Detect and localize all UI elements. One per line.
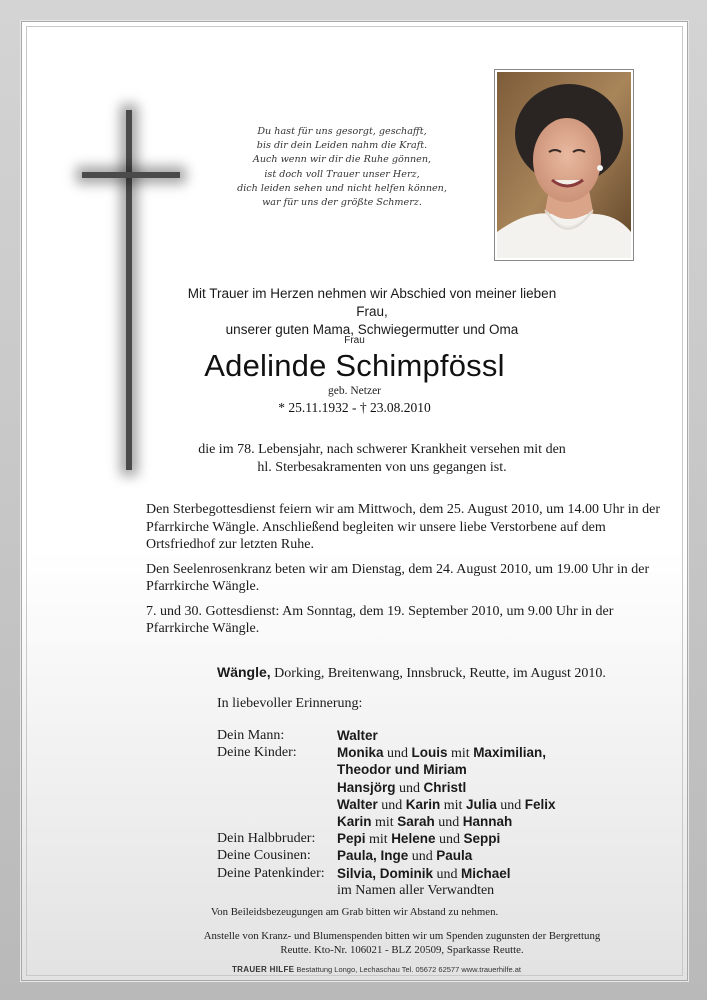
family-name: Paula: [436, 848, 473, 864]
family-name: Silvia, Dominik: [337, 865, 434, 881]
condolence-note: Von Beileidsbezeugungen am Grab bitten wir Abstand zu nehmen.: [210, 906, 499, 918]
intro-text: [172, 285, 572, 339]
obituary-sheet: [21, 21, 688, 981]
cousins-names: [337, 848, 657, 865]
connector-text: und: [435, 832, 464, 848]
connector-text: und: [496, 797, 525, 813]
family-name: Theodor und Miriam: [337, 762, 467, 778]
family-line: [337, 780, 657, 797]
poem-line: Du hast für uns gesorgt, geschafft,: [257, 126, 427, 137]
connector-text: und: [434, 815, 463, 831]
poem-line: Auch wenn wir dir die Ruhe gönnen,: [252, 154, 432, 166]
poem-line: war für uns der größte Schmerz.: [262, 197, 422, 209]
connector-text: mit: [440, 797, 466, 813]
place-date-line: [217, 664, 647, 682]
family-row-godchildren: [217, 866, 657, 883]
age-line: die im 78. Lebensjahr, nach schwerer Krankheit versehen mit den: [198, 442, 566, 457]
connector-text: und: [395, 780, 424, 796]
intro-line: unserer guten Mama, Schwiegermutter und Oma: [225, 322, 519, 337]
funeral-service-text: Den Sterbegottesdienst feiern wir am Mittwoch, dem 25. August 2010, um 14.00 Uhr in der Pfarrkirche Wängle. Anschließend begleiten wir unsere liebe Verstorbene auf dem Ortsfriedhof zur letzten Ruhe.: [146, 502, 661, 552]
poem: [222, 125, 462, 210]
family-label: Dein Mann:: [217, 728, 285, 743]
connector-text: mit: [371, 815, 398, 831]
family-label: Deine Patenkinder:: [217, 865, 325, 881]
poem-line: bis dir dein Leiden nahm die Kraft.: [256, 140, 428, 152]
connector-text: und: [383, 746, 412, 762]
portrait-photo-frame: [494, 69, 634, 261]
family-line: [337, 745, 657, 762]
children-names: [337, 745, 657, 831]
memory-heading: In liebevoller Erinnerung:: [217, 696, 363, 711]
family-name: Walter: [337, 796, 378, 812]
memorial-service-text: 7. und 30. Gottesdienst: Am Sonntag, dem 19. September 2010, um 9.00 Uhr in der Pfarrkirche Wängle.: [146, 603, 614, 636]
place-bold: Wängle,: [217, 664, 271, 680]
family-name: Michael: [461, 865, 511, 881]
services-section: [146, 501, 666, 645]
family-line: [337, 831, 657, 848]
life-dates: * 25.11.1932 - † 23.08.2010: [278, 400, 431, 415]
family-line: [337, 848, 657, 865]
age-text: [172, 441, 592, 477]
brand-name: TRAUER HILFE: [232, 965, 295, 974]
family-name: Felix: [524, 796, 556, 812]
cross-icon-horizontal: [82, 172, 180, 178]
intro-line: Mit Trauer im Herzen nehmen wir Abschied von meiner lieben Frau,: [187, 286, 557, 319]
rosary-text: Den Seelenrosenkranz beten wir am Dienstag, dem 24. August 2010, um 19.00 Uhr in der Pfarrkirche Wängle.: [146, 561, 650, 594]
family-list: [217, 728, 657, 899]
family-line: [337, 762, 657, 779]
family-name: Maximilian,: [473, 745, 546, 761]
husband-name: Walter: [337, 728, 378, 743]
family-row-relatives: [217, 883, 657, 899]
salutation: Frau: [344, 335, 365, 346]
family-name: Hannah: [462, 814, 513, 830]
godchildren-names: [337, 866, 657, 883]
family-label: Dein Halbbruder:: [217, 831, 316, 847]
family-label: Deine Kinder:: [217, 745, 297, 761]
portrait-photo: [497, 72, 631, 258]
place-rest: Dorking, Breitenwang, Innsbruck, Reutte, im August 2010.: [270, 666, 606, 681]
birth-name: geb. Netzer: [328, 385, 381, 397]
relatives-text: im Namen aller Verwandten: [337, 882, 495, 898]
footer-imprint: [232, 965, 521, 974]
family-row-cousins: [217, 848, 657, 865]
family-line: [337, 797, 657, 814]
family-row-husband: [217, 728, 657, 745]
family-name: Pepi: [337, 831, 366, 847]
family-name: Louis: [411, 745, 448, 761]
deceased-name: Adelinde Schimpfössl: [204, 348, 505, 383]
family-name: Karin: [337, 814, 372, 830]
footer-text: Bestattung Longo, Lechaschau Tel. 05672 62577 www.trauerhilfe.at: [294, 965, 521, 974]
portrait-image: [497, 72, 631, 258]
connector-text: mit: [447, 746, 474, 762]
family-line: [337, 814, 657, 831]
donation-note: Anstelle von Kranz- und Blumenspenden bitten wir um Spenden zugunsten der Bergrettung Reutte. Kto-Nr. 106021 - BLZ 20509, Sparkasse Reutte.: [203, 930, 601, 956]
family-name: Karin: [405, 796, 441, 812]
connector-text: und: [377, 797, 406, 813]
family-row-children: [217, 745, 657, 831]
halfbrother-names: [337, 831, 657, 848]
age-line: hl. Sterbesakramenten von uns gegangen ist.: [257, 460, 507, 475]
family-name: Monika: [337, 745, 384, 761]
connector-text: und: [408, 849, 437, 865]
family-name: Helene: [391, 831, 436, 847]
family-name: Seppi: [463, 831, 501, 847]
family-name: Julia: [465, 796, 497, 812]
connector-text: mit: [365, 832, 392, 848]
family-row-halfbrother: [217, 831, 657, 848]
cross-icon-vertical: [126, 110, 132, 470]
poem-line: ist doch voll Trauer unser Herz,: [264, 168, 420, 180]
family-name: Hansjörg: [337, 779, 396, 795]
family-name: Sarah: [397, 814, 435, 830]
family-label: Deine Cousinen:: [217, 848, 311, 864]
family-line: [337, 866, 657, 883]
poem-line: dich leiden sehen und nicht helfen können,: [237, 182, 447, 194]
family-name: Christl: [423, 779, 467, 795]
connector-text: und: [433, 866, 462, 882]
family-name: Paula, Inge: [337, 848, 409, 864]
